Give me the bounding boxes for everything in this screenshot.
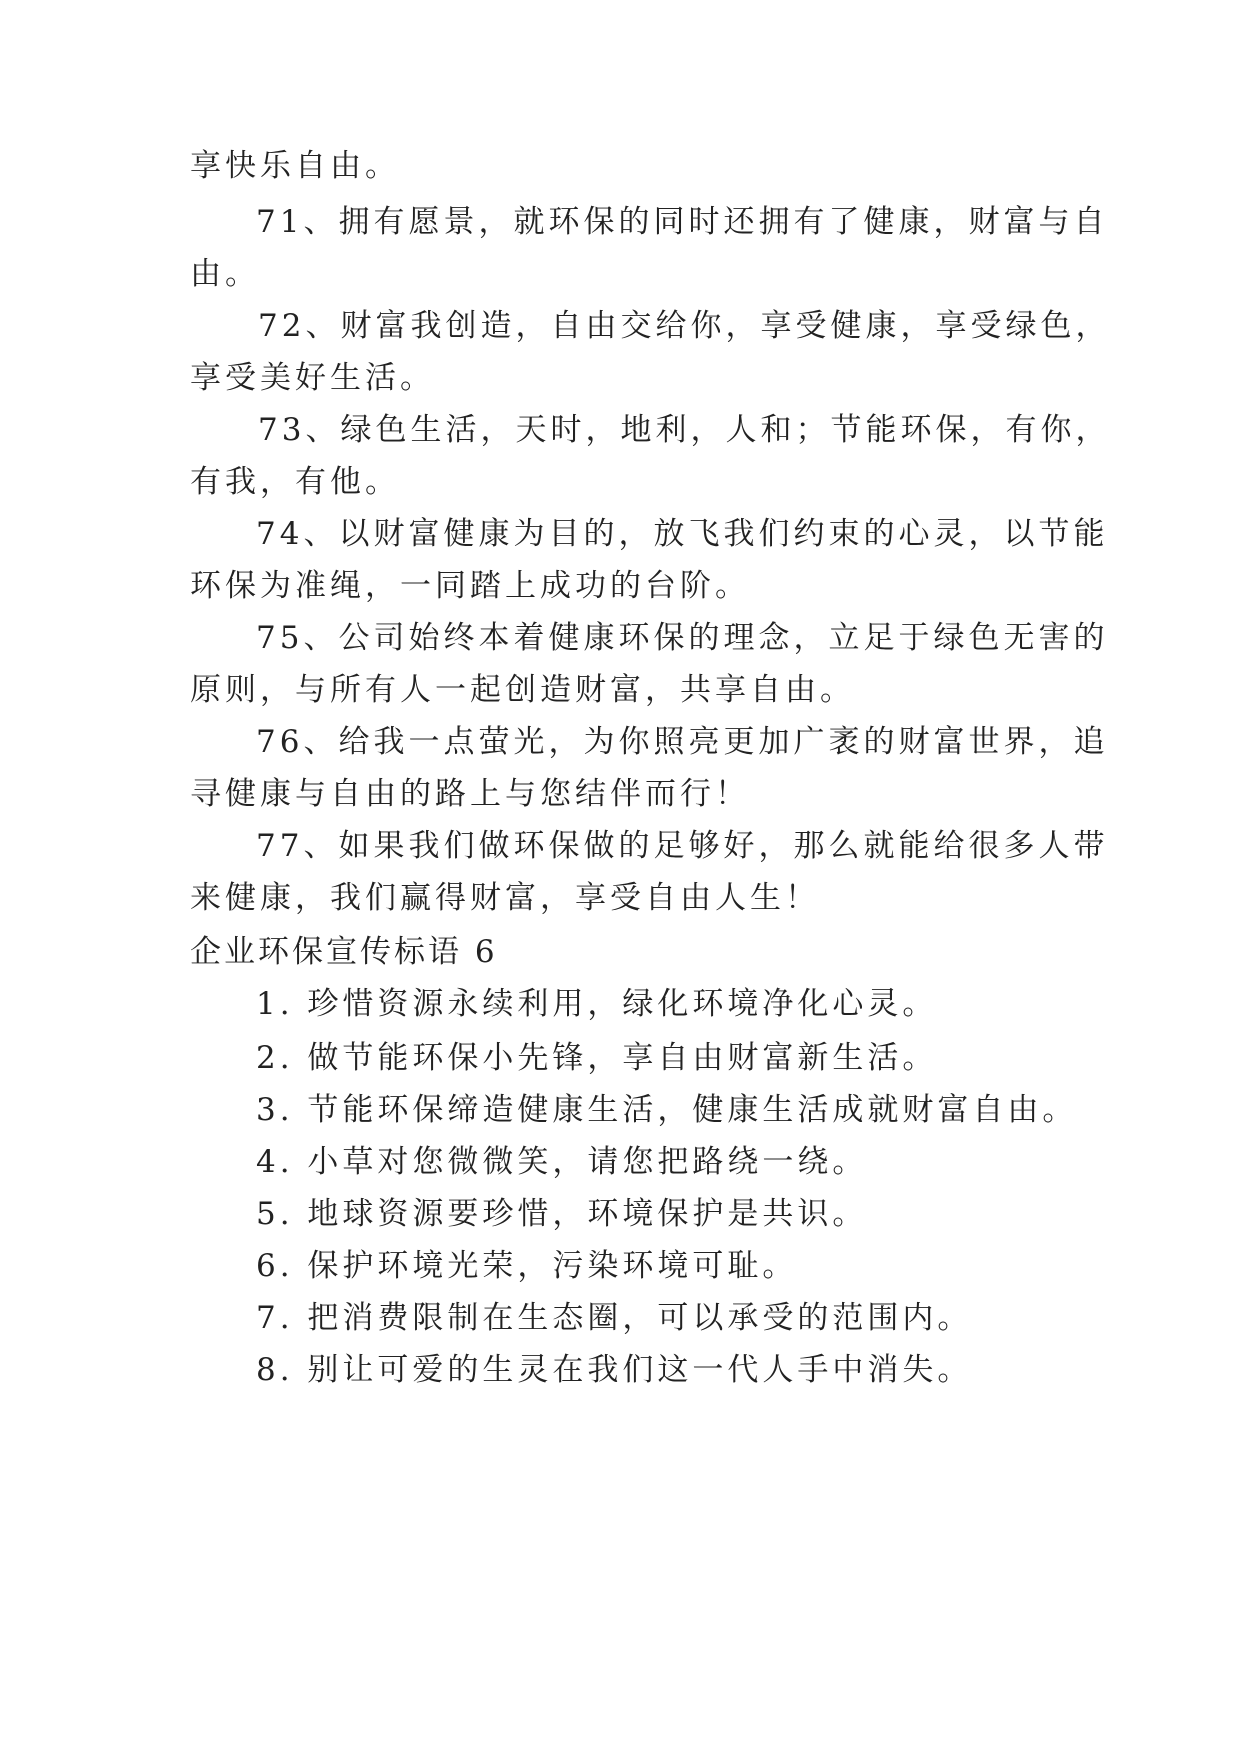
list-item: 6. 保护环境光荣，污染环境可耻。: [256, 1248, 798, 1284]
list-item: 3. 节能环保缔造健康生活，健康生活成就财富自由。: [256, 1092, 1078, 1128]
paragraph-line: 74、以财富健康为目的，放飞我们约束的心灵，以节能: [256, 516, 1109, 552]
list-item: 7. 把消费限制在生态圈，可以承受的范围内。: [256, 1300, 973, 1336]
paragraph-line: 原则，与所有人一起创造财富，共享自由。: [190, 672, 855, 708]
list-item: 1. 珍惜资源永续利用，绿化环境净化心灵。: [256, 986, 938, 1022]
paragraph-line: 77、如果我们做环保做的足够好，那么就能给很多人带: [256, 828, 1109, 864]
paragraph-line: 73、绿色生活，天时，地利，人和；节能环保，有你，: [258, 412, 1111, 448]
paragraph-line: 寻健康与自由的路上与您结伴而行！: [190, 776, 750, 812]
paragraph-line: 环保为准绳，一同踏上成功的台阶。: [190, 568, 750, 604]
paragraph-line: 来健康，我们赢得财富，享受自由人生！: [190, 880, 820, 916]
paragraph-line: 享受美好生活。: [190, 360, 435, 396]
list-item: 2. 做节能环保小先锋，享自由财富新生活。: [256, 1040, 938, 1076]
paragraph-line: 由。: [190, 256, 260, 292]
paragraph-line: 75、公司始终本着健康环保的理念，立足于绿色无害的: [256, 620, 1109, 656]
paragraph-line: 有我，有他。: [190, 464, 400, 500]
paragraph-line: 72、财富我创造，自由交给你，享受健康，享受绿色，: [258, 308, 1111, 344]
paragraph-line: 76、给我一点萤光，为你照亮更加广袤的财富世界，追: [256, 724, 1109, 760]
paragraph-line: 享快乐自由。: [190, 148, 400, 184]
paragraph-line: 71、拥有愿景，就环保的同时还拥有了健康，财富与自: [256, 204, 1109, 240]
list-item: 4. 小草对您微微笑，请您把路绕一绕。: [256, 1144, 868, 1180]
list-item: 8. 别让可爱的生灵在我们这一代人手中消失。: [256, 1352, 973, 1388]
section-heading: 企业环保宣传标语 6: [190, 934, 498, 970]
list-item: 5. 地球资源要珍惜，环境保护是共识。: [256, 1196, 868, 1232]
